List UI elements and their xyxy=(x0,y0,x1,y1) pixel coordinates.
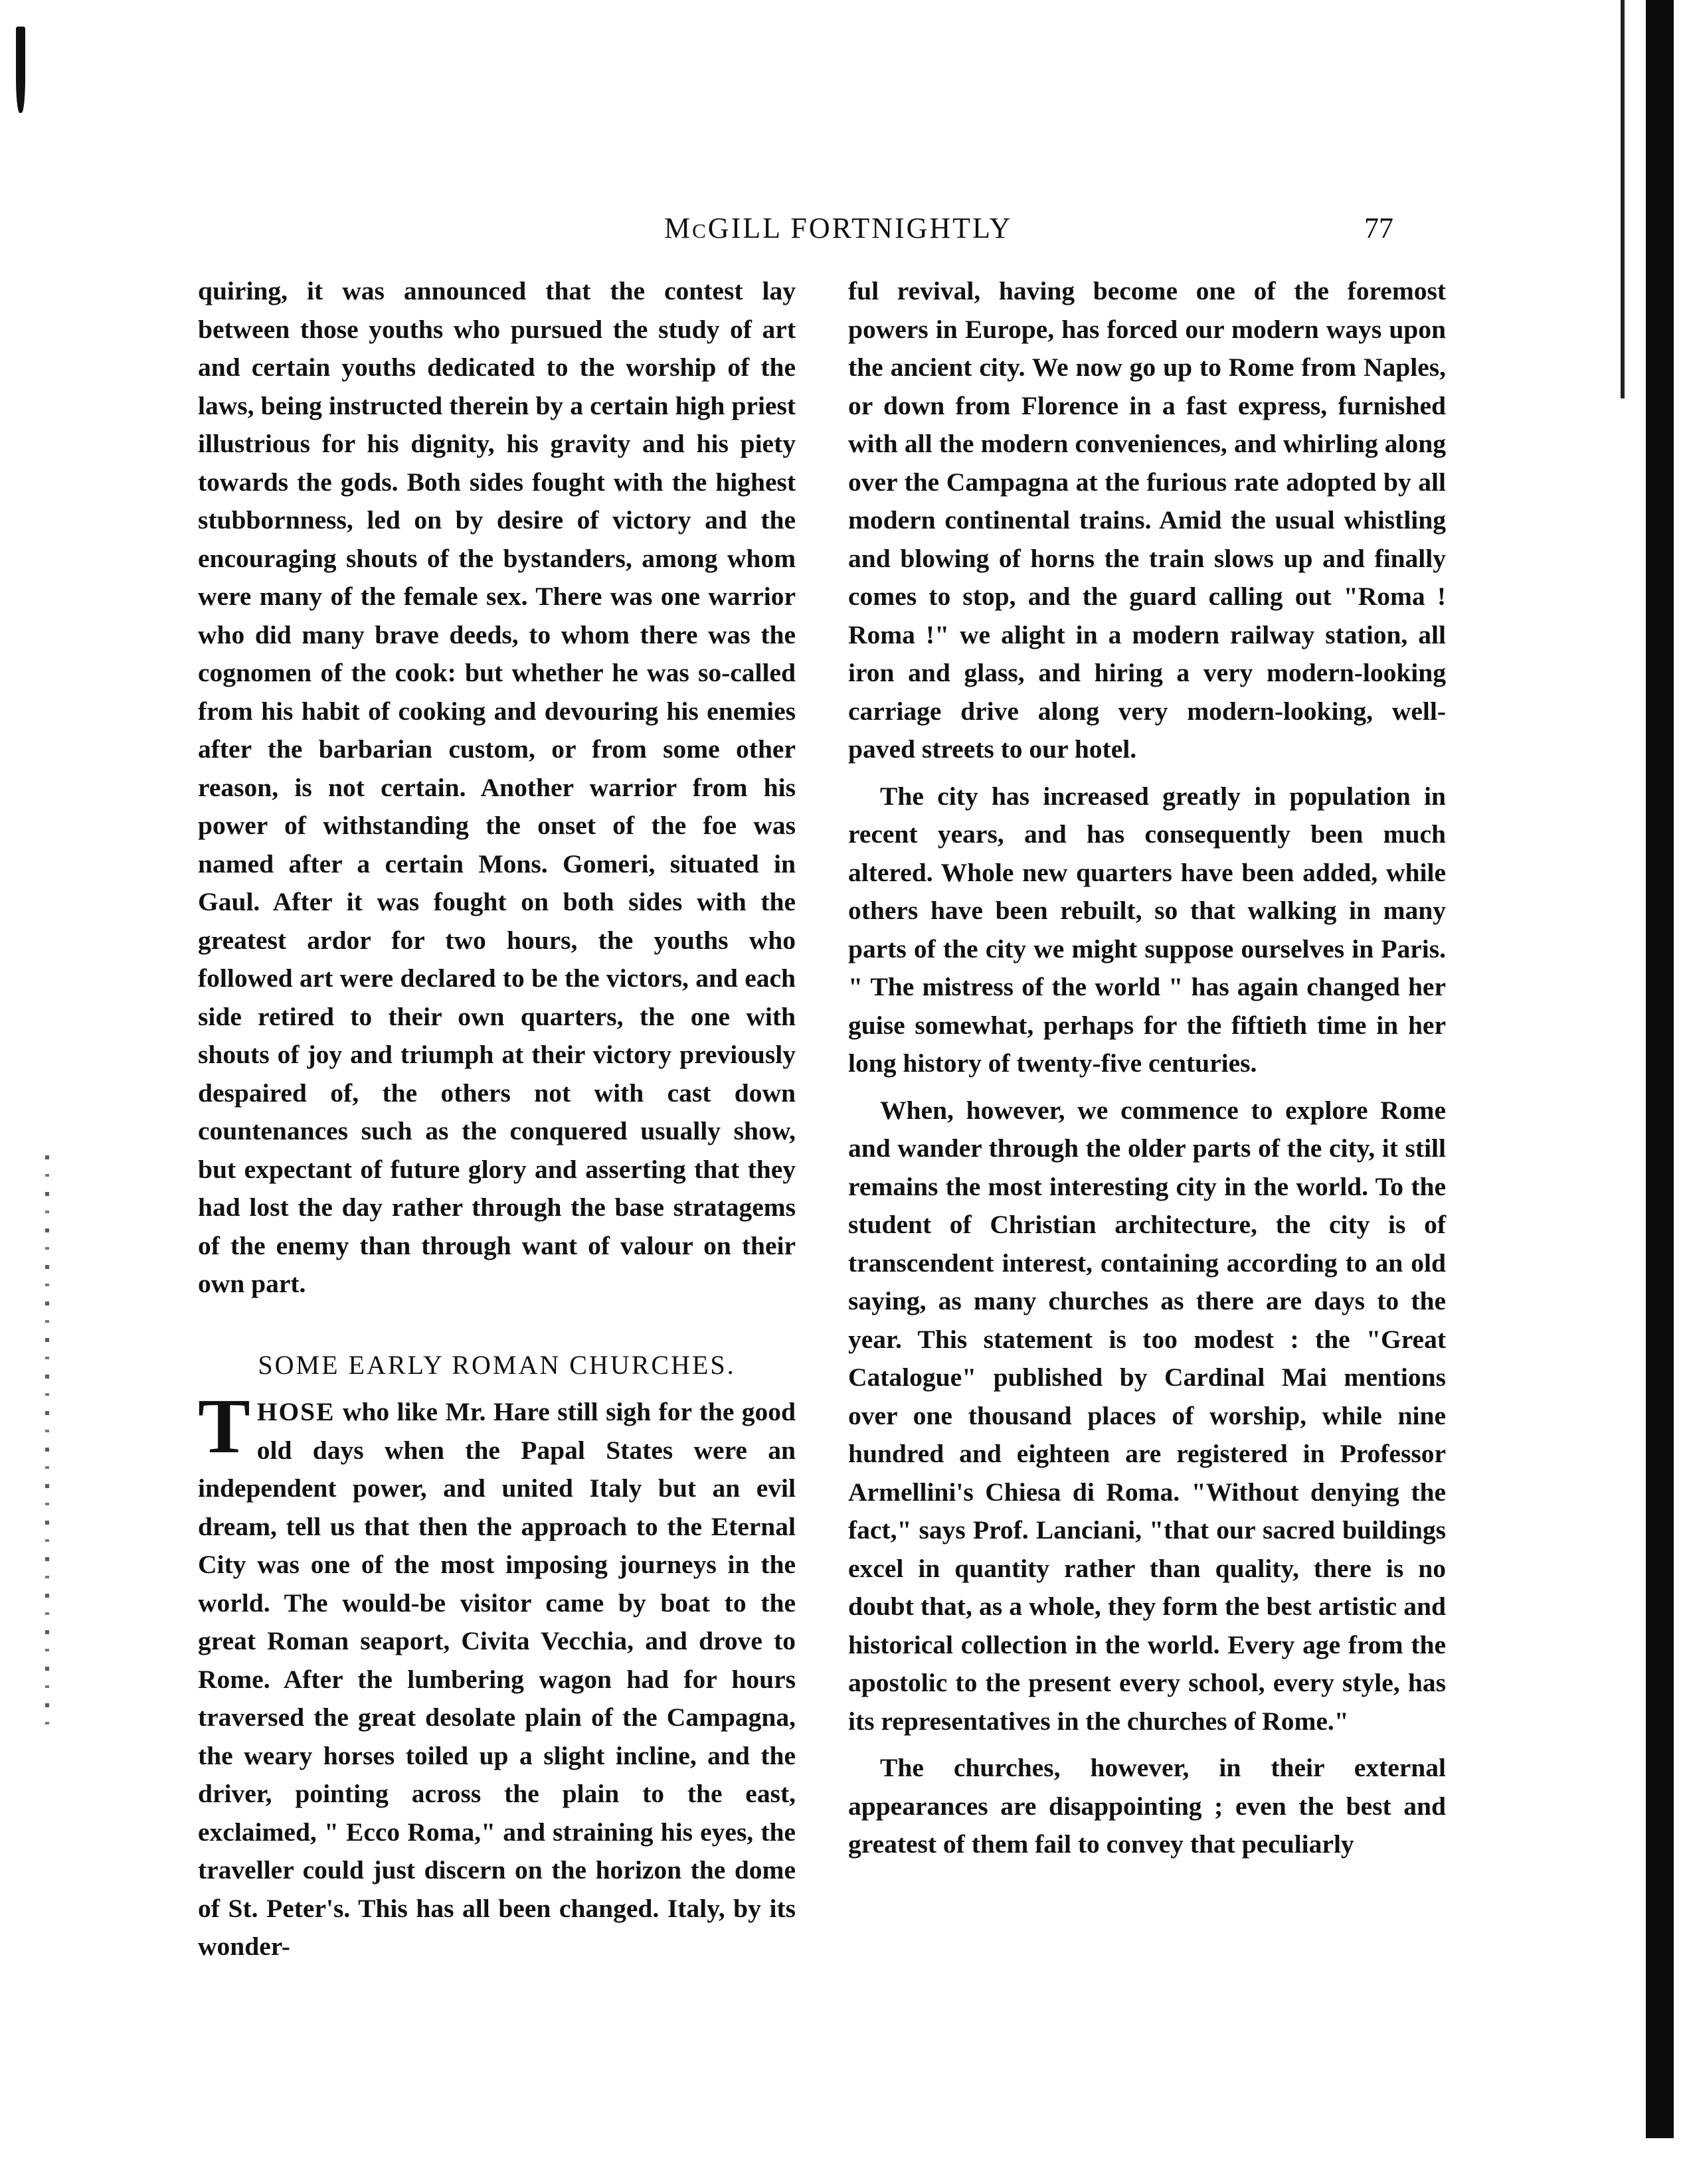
left-paragraph-2-text: who like Mr. Hare still sigh for the good old days when the Papal States were an independent power, and united Italy but an evil dream, tell us that then the approach to the Eternal City was one of the most imposing journeys in the world. The would-be visitor came by boat to the great Roman seaport, Civita Vecchia, and drove to Rome. After the lumbering wagon had for hours traversed the great desolate plain of the Campagna, the weary horses toiled up a slight incline, and the driver, pointing across the plain to the east, exclaimed, " Ecco Roma," and straining his eyes, the traveller could just discern on the horizon the dome of St. Peter's. This has all been changed. Italy, by its wonder- xyxy=(198,1397,796,1961)
scan-page-edge xyxy=(1646,0,1674,2138)
page-number: 77 xyxy=(1364,212,1393,244)
right-paragraph-1: ful revival, having become one of the foremost powers in Europe, has forced our modern ways upon the ancient city. We now go up to Rome from Naples, or down from Florence in a fast express, furnished with all the modern conveniences, and whirling along over the Campagna at the furious rate adopted by all modern continental trains. Amid the usual whistling and blowing of horns the train slows up and finally comes to stop, and the guard calling out "Roma ! Roma !" we alight in a modern railway station, all iron and glass, and hiring a very modern-looking carriage drive along very modern-looking, well-paved streets to our hotel. xyxy=(848,276,1446,764)
right-column xyxy=(848,272,1446,1864)
scan-artifact-specks xyxy=(45,1155,49,1726)
right-paragraph-3: When, however, we commence to explore Rome and wander through the older parts of the city, it still remains the most interesting city in the world. To the student of Christian architecture, the city is of transcendent interest, containing according to an old saying, as many churches as there are days to the year. This statement is too modest : the "Great Catalogue" published by Cardinal Mai mentions over one thousand places of worship, while nine hundred and eighteen are registered in Professor Armellini's Chiesa di Roma. "Without denying the fact," says Prof. Lanciani, "that our sacred buildings excel in quantity rather than quality, there is no doubt that, as a whole, they form the best artistic and historical collection in the world. Every age from the apostolic to the present every school, every style, has its representatives in the churches of Rome." xyxy=(848,1095,1446,1736)
scan-artifact-line xyxy=(1621,0,1625,398)
scan-artifact-mark xyxy=(16,27,25,113)
left-column xyxy=(198,272,796,1966)
section-heading: SOME EARLY ROMAN CHURCHES. xyxy=(258,1349,736,1380)
drop-cap: T xyxy=(198,1383,250,1470)
opening-caps: HOSE xyxy=(256,1397,335,1426)
right-paragraph-2: The city has increased greatly in population in recent years, and has consequently been much altered. Whole new quarters have been added, while others have been rebuilt, so that walking in many parts of the city we might suppose ourselves in Paris. " The mistress of the world " has again changed her guise somewhat, perhaps for the fiftieth time in her long history of twenty-five centuries. xyxy=(848,781,1446,1078)
running-head: McGILL FORTNIGHTLY xyxy=(664,212,1013,244)
right-paragraph-4: The churches, however, in their external appearances are disappointing ; even the best and greatest of them fail to convey that peculiarly xyxy=(848,1753,1446,1859)
left-paragraph-2 xyxy=(198,1383,796,1966)
left-paragraph-1: quiring, it was announced that the contest lay between those youths who pursued the study of art and certain youths dedicated to the worship of the laws, being instructed therein by a certain high priest illustrious for his dignity, his gravity and his piety towards the gods. Both sides fought with the highest stubbornness, led on by desire of victory and the encouraging shouts of the bystanders, among whom were many of the female sex. There was one warrior who did many brave deeds, to whom there was the cognomen of the cook: but whether he was so-called from his habit of cooking and devouring his enemies after the barbarian custom, or from some other reason, is not certain. Another warrior from his power of withstanding the onset of the foe was named after a certain Mons. Gomeri, situated in Gaul. After it was fought on both sides with the greatest ardor for two hours, the youths who followed art were declared to be the victors, and each side retired to their own quarters, the one with shouts of joy and triumph at their victory previously despaired of, the others not with cast down countenances such as the conquered usually show, but expectant of future glory and asserting that they had lost the day rather through the base stratagems of the enemy than through want of valour on their own part. xyxy=(198,276,796,1298)
